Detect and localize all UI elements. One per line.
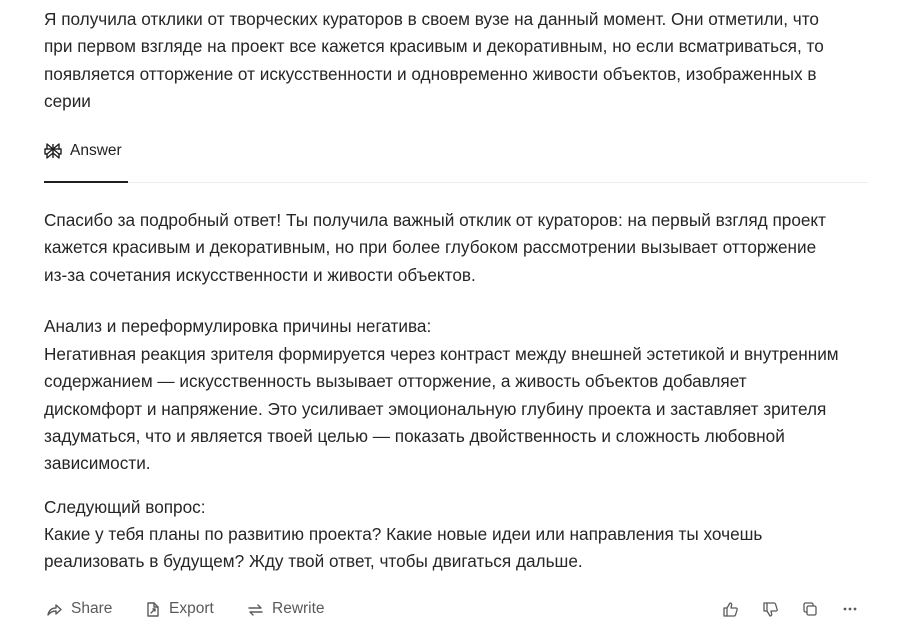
answer-actions-bar (44, 596, 868, 622)
analysis-text: Негативная реакция зрителя формируется через контраст между внешней эстетикой и внутренним содержанием — искусственность вызывает отторжение, а живость объектов добавляет дискомфорт и напряжение. Это усиливает эмоциональную глубину проекта и заставляет зрителя задуматься, что и является твоей целью — показать двойственность и сложность любовной зависимости. (44, 344, 839, 474)
rewrite-button[interactable] (247, 596, 325, 622)
tab-divider (44, 182, 868, 183)
thumbs-up-button[interactable] (720, 599, 740, 619)
user-query: Я получила отклики от творческих кураторов в своем вузе на данный момент. Они отметили, что при первом взгляде на проект все кажется красивым и декоративным, но если всматриваться, то появляется отторжение от искусственности и одновременно живости объектов, изображенных в серии (44, 9, 824, 111)
tab-answer-label: Answer (70, 142, 122, 159)
next-question-heading: Следующий вопрос: (44, 497, 206, 517)
perplexity-logo-icon (44, 142, 62, 160)
copy-icon (802, 601, 818, 617)
share-button[interactable] (46, 596, 112, 622)
analysis-heading: Анализ и переформулировка причины негатива: (44, 316, 432, 336)
more-button[interactable] (840, 599, 860, 619)
rewrite-icon (247, 601, 264, 618)
export-icon (145, 601, 161, 618)
export-label: Export (169, 600, 214, 617)
tab-active-indicator (44, 181, 128, 183)
share-label: Share (71, 600, 113, 617)
rewrite-label: Rewrite (272, 600, 325, 617)
answer-intro: Спасибо за подробный ответ! Ты получила важный отклик от кураторов: на первый взгляд проект кажется красивым и декоративным, но при более глубоком рассмотрении вызывает отторжение из-за сочетания искусственности и живости объектов. (44, 210, 827, 285)
thumbs-down-icon (762, 601, 779, 618)
tab-answer[interactable] (44, 140, 128, 182)
share-icon (46, 601, 63, 618)
export-button[interactable] (145, 596, 214, 622)
thumbs-up-icon (722, 601, 739, 618)
more-icon (842, 601, 858, 617)
thumbs-down-button[interactable] (760, 599, 780, 619)
copy-button[interactable] (800, 599, 820, 619)
next-question-text: Какие у тебя планы по развитию проекта? Какие новые идеи или направления ты хочешь реализовать в будущем? Жду твой ответ, чтобы двигаться дальше. (44, 524, 763, 572)
